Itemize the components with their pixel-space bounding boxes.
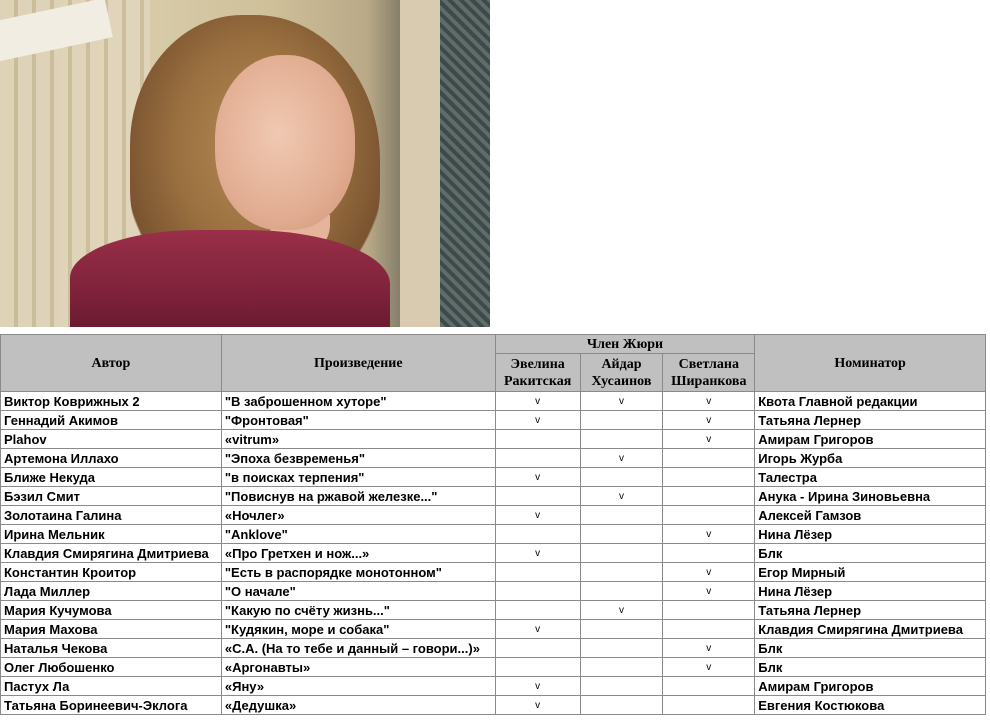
photo-face — [215, 55, 355, 230]
cell-nominator: Нина Лёзер — [755, 582, 986, 601]
cell-jury-2-mark: v — [580, 487, 663, 506]
table-row — [1, 563, 986, 582]
cell-nominator: Татьяна Лернер — [755, 601, 986, 620]
cell-jury-2-mark — [580, 696, 663, 715]
cell-work: "Фронтовая" — [221, 411, 495, 430]
cell-nominator: Нина Лёзер — [755, 525, 986, 544]
cell-jury-3-mark — [663, 620, 755, 639]
cell-nominator: Амирам Григоров — [755, 430, 986, 449]
cell-jury-1-mark — [495, 582, 580, 601]
cell-nominator: Егор Мирный — [755, 563, 986, 582]
cell-jury-2-mark — [580, 677, 663, 696]
cell-jury-3-mark: v — [663, 411, 755, 430]
cell-nominator: Игорь Журба — [755, 449, 986, 468]
cell-work: "Anklove" — [221, 525, 495, 544]
header-jury-3 — [663, 354, 755, 392]
cell-jury-2-mark — [580, 620, 663, 639]
cell-jury-2-mark: v — [580, 392, 663, 411]
table-row — [1, 620, 986, 639]
cell-jury-3-mark — [663, 544, 755, 563]
cell-jury-1-mark: v — [495, 544, 580, 563]
cell-jury-2-mark — [580, 639, 663, 658]
cell-jury-3-mark: v — [663, 639, 755, 658]
cell-jury-2-mark — [580, 658, 663, 677]
photo-window-grille — [440, 0, 490, 327]
header-jury-2 — [580, 354, 663, 392]
cell-jury-1-mark: v — [495, 468, 580, 487]
table-row — [1, 430, 986, 449]
cell-jury-3-mark: v — [663, 658, 755, 677]
cell-nominator: Блк — [755, 639, 986, 658]
cell-work: «Про Гретхен и нож...» — [221, 544, 495, 563]
cell-author: Татьяна Боринеевич-Эклога — [1, 696, 222, 715]
cell-jury-1-mark — [495, 449, 580, 468]
cell-jury-2-mark — [580, 563, 663, 582]
cell-author: Бэзил Смит — [1, 487, 222, 506]
header-jury-2-line1: Айдар — [601, 356, 642, 372]
cell-author: Лада Миллер — [1, 582, 222, 601]
cell-author: Константин Кроитор — [1, 563, 222, 582]
cell-author: Наталья Чекова — [1, 639, 222, 658]
table-row — [1, 506, 986, 525]
cell-jury-3-mark: v — [663, 430, 755, 449]
table-row — [1, 639, 986, 658]
cell-work: "О начале" — [221, 582, 495, 601]
table-row — [1, 525, 986, 544]
cell-jury-1-mark — [495, 430, 580, 449]
cell-author: Мария Кучумова — [1, 601, 222, 620]
cell-jury-1-mark — [495, 487, 580, 506]
cell-jury-3-mark — [663, 449, 755, 468]
cell-jury-3-mark: v — [663, 563, 755, 582]
cell-work: «Яну» — [221, 677, 495, 696]
cell-jury-2-mark — [580, 430, 663, 449]
cell-nominator: Талестра — [755, 468, 986, 487]
cell-jury-1-mark — [495, 639, 580, 658]
cell-jury-2-mark — [580, 468, 663, 487]
cell-jury-2-mark — [580, 544, 663, 563]
table-row — [1, 658, 986, 677]
cell-jury-3-mark — [663, 506, 755, 525]
photo-pillar — [400, 0, 440, 327]
cell-jury-3-mark — [663, 468, 755, 487]
cell-work: «С.А. (На то тебе и данный – говори...)» — [221, 639, 495, 658]
header-jury-2-line2: Хусаинов — [591, 373, 652, 389]
header-jury-1 — [495, 354, 580, 392]
cell-author: Клавдия Смирягина Дмитриева — [1, 544, 222, 563]
cell-jury-2-mark — [580, 525, 663, 544]
table-row — [1, 696, 986, 715]
cell-nominator: Татьяна Лернер — [755, 411, 986, 430]
cell-nominator: Клавдия Смирягина Дмитриева — [755, 620, 986, 639]
header-author: Автор — [1, 335, 222, 392]
table-row — [1, 582, 986, 601]
cell-author: Plahov — [1, 430, 222, 449]
cell-jury-1-mark — [495, 525, 580, 544]
table-row — [1, 677, 986, 696]
cell-work: «vitrum» — [221, 430, 495, 449]
cell-jury-3-mark: v — [663, 582, 755, 601]
cell-author: Геннадий Акимов — [1, 411, 222, 430]
header-jury-1-line2: Ракитская — [503, 373, 572, 389]
cell-author: Олег Любошенко — [1, 658, 222, 677]
cell-work: "Кудякин, море и собака" — [221, 620, 495, 639]
cell-jury-2-mark: v — [580, 449, 663, 468]
cell-jury-2-mark: v — [580, 601, 663, 620]
cell-nominator: Алексей Гамзов — [755, 506, 986, 525]
cell-author: Ближе Некуда — [1, 468, 222, 487]
jury-table — [0, 334, 986, 715]
cell-work: "Какую по счёту жизнь..." — [221, 601, 495, 620]
cell-jury-1-mark: v — [495, 677, 580, 696]
header-jury-group: Член Жюри — [495, 335, 755, 354]
cell-author: Виктор Коврижных 2 — [1, 392, 222, 411]
cell-author: Артемона Иллахо — [1, 449, 222, 468]
cell-author: Золотаина Галина — [1, 506, 222, 525]
cell-jury-2-mark — [580, 506, 663, 525]
header-jury-3-line1: Светлана — [678, 356, 739, 372]
cell-work: "Эпоха безвременья" — [221, 449, 495, 468]
cell-jury-3-mark — [663, 696, 755, 715]
cell-work: "В заброшенном хуторе" — [221, 392, 495, 411]
table-row — [1, 544, 986, 563]
cell-nominator: Анука - Ирина Зиновьевна — [755, 487, 986, 506]
cell-author: Мария Махова — [1, 620, 222, 639]
header-jury-1-line1: Эвелина — [510, 356, 565, 372]
cell-jury-2-mark — [580, 411, 663, 430]
cell-jury-1-mark: v — [495, 392, 580, 411]
cell-author: Пастух Ла — [1, 677, 222, 696]
cell-jury-3-mark — [663, 601, 755, 620]
cell-jury-1-mark — [495, 601, 580, 620]
cell-jury-2-mark — [580, 582, 663, 601]
cell-jury-3-mark: v — [663, 525, 755, 544]
cell-jury-1-mark — [495, 658, 580, 677]
header-jury-3-line2: Ширанкова — [671, 373, 747, 389]
table-row — [1, 392, 986, 411]
cell-work: «Аргонавты» — [221, 658, 495, 677]
header-work: Произведение — [221, 335, 495, 392]
cell-nominator: Блк — [755, 544, 986, 563]
cell-jury-1-mark: v — [495, 506, 580, 525]
cell-jury-3-mark — [663, 487, 755, 506]
cell-nominator: Евгения Костюкова — [755, 696, 986, 715]
cell-jury-3-mark: v — [663, 392, 755, 411]
cell-nominator: Блк — [755, 658, 986, 677]
cell-work: «Дедушка» — [221, 696, 495, 715]
table-row — [1, 487, 986, 506]
cell-jury-1-mark — [495, 563, 580, 582]
photo-jacket — [70, 230, 390, 327]
cell-author: Ирина Мельник — [1, 525, 222, 544]
portrait-photo — [0, 0, 490, 327]
table-row — [1, 601, 986, 620]
cell-work: «Ночлег» — [221, 506, 495, 525]
cell-jury-1-mark: v — [495, 620, 580, 639]
cell-work: "Есть в распорядке монотонном" — [221, 563, 495, 582]
header-nominator: Номинатор — [755, 335, 986, 392]
cell-jury-1-mark: v — [495, 411, 580, 430]
cell-work: "Повиснув на ржавой железке..." — [221, 487, 495, 506]
cell-jury-1-mark: v — [495, 696, 580, 715]
table-row — [1, 449, 986, 468]
table-row — [1, 411, 986, 430]
table-row — [1, 468, 986, 487]
cell-nominator: Амирам Григоров — [755, 677, 986, 696]
cell-work: "в поисках терпения" — [221, 468, 495, 487]
cell-jury-3-mark — [663, 677, 755, 696]
cell-nominator: Квота Главной редакции — [755, 392, 986, 411]
